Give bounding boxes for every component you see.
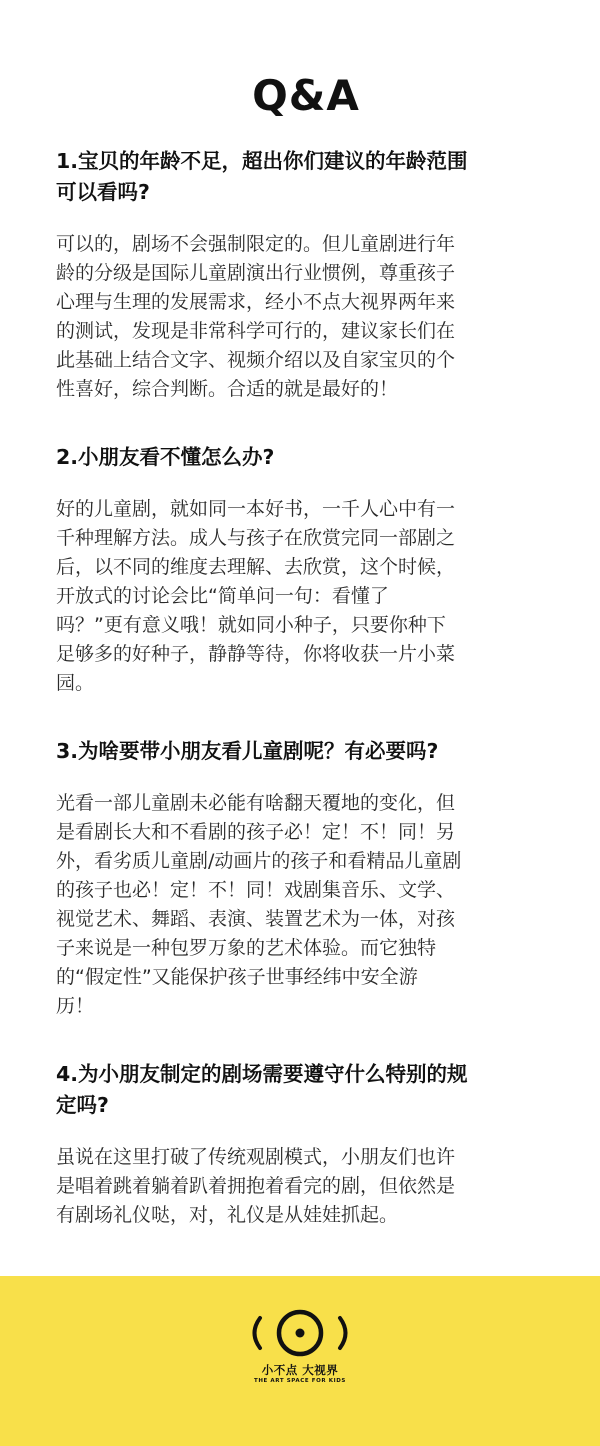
question-line: 可以看吗? bbox=[56, 180, 150, 204]
answer-line: 是唱着跳着躺着趴着拥抱着看完的剧，但依然是 bbox=[56, 1175, 456, 1197]
question-4 bbox=[56, 1059, 556, 1121]
answer-1 bbox=[56, 230, 556, 404]
question-3 bbox=[56, 736, 556, 767]
question-line: 定吗? bbox=[56, 1093, 109, 1117]
qa-item-4 bbox=[56, 1059, 556, 1230]
answer-line: 心理与生理的发展需求，经小不点大视界两年来 bbox=[56, 291, 456, 313]
answer-line: 有剧场礼仪哒，对，礼仪是从娃娃抓起。 bbox=[56, 1204, 399, 1226]
question-line: 3.为啥要带小朋友看儿童剧呢？有必要吗? bbox=[56, 739, 439, 763]
answer-line: 好的儿童剧，就如同一本好书，一千人心中有一 bbox=[56, 498, 456, 520]
answer-line: 后，以不同的维度去理解、去欣赏，这个时候， bbox=[56, 556, 456, 578]
answer-line: 园。 bbox=[56, 672, 95, 694]
page-title: Q&A bbox=[252, 71, 360, 120]
answer-4 bbox=[56, 1143, 556, 1230]
answer-line: 龄的分级是国际儿童剧演出行业惯例，尊重孩子 bbox=[56, 262, 456, 284]
answer-line: 的“假定性”又能保护孩子世事经纬中安全游 bbox=[56, 966, 418, 988]
answer-line: 的测试，发现是非常科学可行的，建议家长们在 bbox=[56, 320, 456, 342]
logo-english-tagline: THE ART SPACE FOR KIDS bbox=[253, 1378, 346, 1384]
answer-line: 可以的，剧场不会强制限定的。但儿童剧进行年 bbox=[56, 233, 456, 255]
question-line: 2.小朋友看不懂怎么办? bbox=[56, 445, 275, 469]
brand-footer bbox=[0, 1276, 600, 1446]
answer-line: 虽说在这里打破了传统观剧模式，小朋友们也许 bbox=[56, 1146, 456, 1168]
answer-3 bbox=[56, 789, 556, 1021]
answer-line: 此基础上结合文字、视频介绍以及自家宝贝的个 bbox=[56, 349, 456, 371]
answer-line: 性喜好，综合判断。合适的就是最好的！ bbox=[56, 378, 399, 400]
answer-line: 是看剧长大和不看剧的孩子必！定！不！同！另 bbox=[56, 821, 456, 843]
brand-logo bbox=[246, 1306, 354, 1406]
answer-line: 子来说是一种包罗万象的艺术体验。而它独特 bbox=[56, 937, 437, 959]
question-1 bbox=[56, 146, 556, 208]
qa-item-2 bbox=[56, 442, 556, 698]
question-2 bbox=[56, 442, 556, 473]
logo-chinese-name: 小不点 大视界 bbox=[261, 1363, 339, 1377]
question-line: 4.为小朋友制定的剧场需要遵守什么特别的规 bbox=[56, 1062, 468, 1086]
question-line: 1.宝贝的年龄不足，超出你们建议的年龄范围 bbox=[56, 149, 468, 173]
qa-item-1 bbox=[56, 146, 556, 404]
answer-line: 光看一部儿童剧未必能有啥翻天覆地的变化，但 bbox=[56, 792, 456, 814]
answer-line: 足够多的好种子，静静等待，你将收获一片小菜 bbox=[56, 643, 456, 665]
qa-content bbox=[56, 66, 556, 1268]
answer-line: 视觉艺术、舞蹈、表演、装置艺术为一体，对孩 bbox=[56, 908, 456, 930]
answer-2 bbox=[56, 495, 556, 698]
answer-line: 开放式的讨论会比“简单问一句：看懂了 bbox=[56, 585, 389, 607]
qa-item-3 bbox=[56, 736, 556, 1021]
answer-line: 吗？”更有意义哦！就如同小种子，只要你种下 bbox=[56, 614, 446, 636]
answer-line: 外，看劣质儿童剧/动画片的孩子和看精品儿童剧 bbox=[56, 850, 462, 872]
answer-line: 千种理解方法。成人与孩子在欣赏完同一部剧之 bbox=[56, 527, 456, 549]
speaker-circle-logo-icon bbox=[246, 1306, 354, 1362]
answer-line: 的孩子也必！定！不！同！戏剧集音乐、文学、 bbox=[56, 879, 456, 901]
answer-line: 历！ bbox=[56, 995, 95, 1017]
